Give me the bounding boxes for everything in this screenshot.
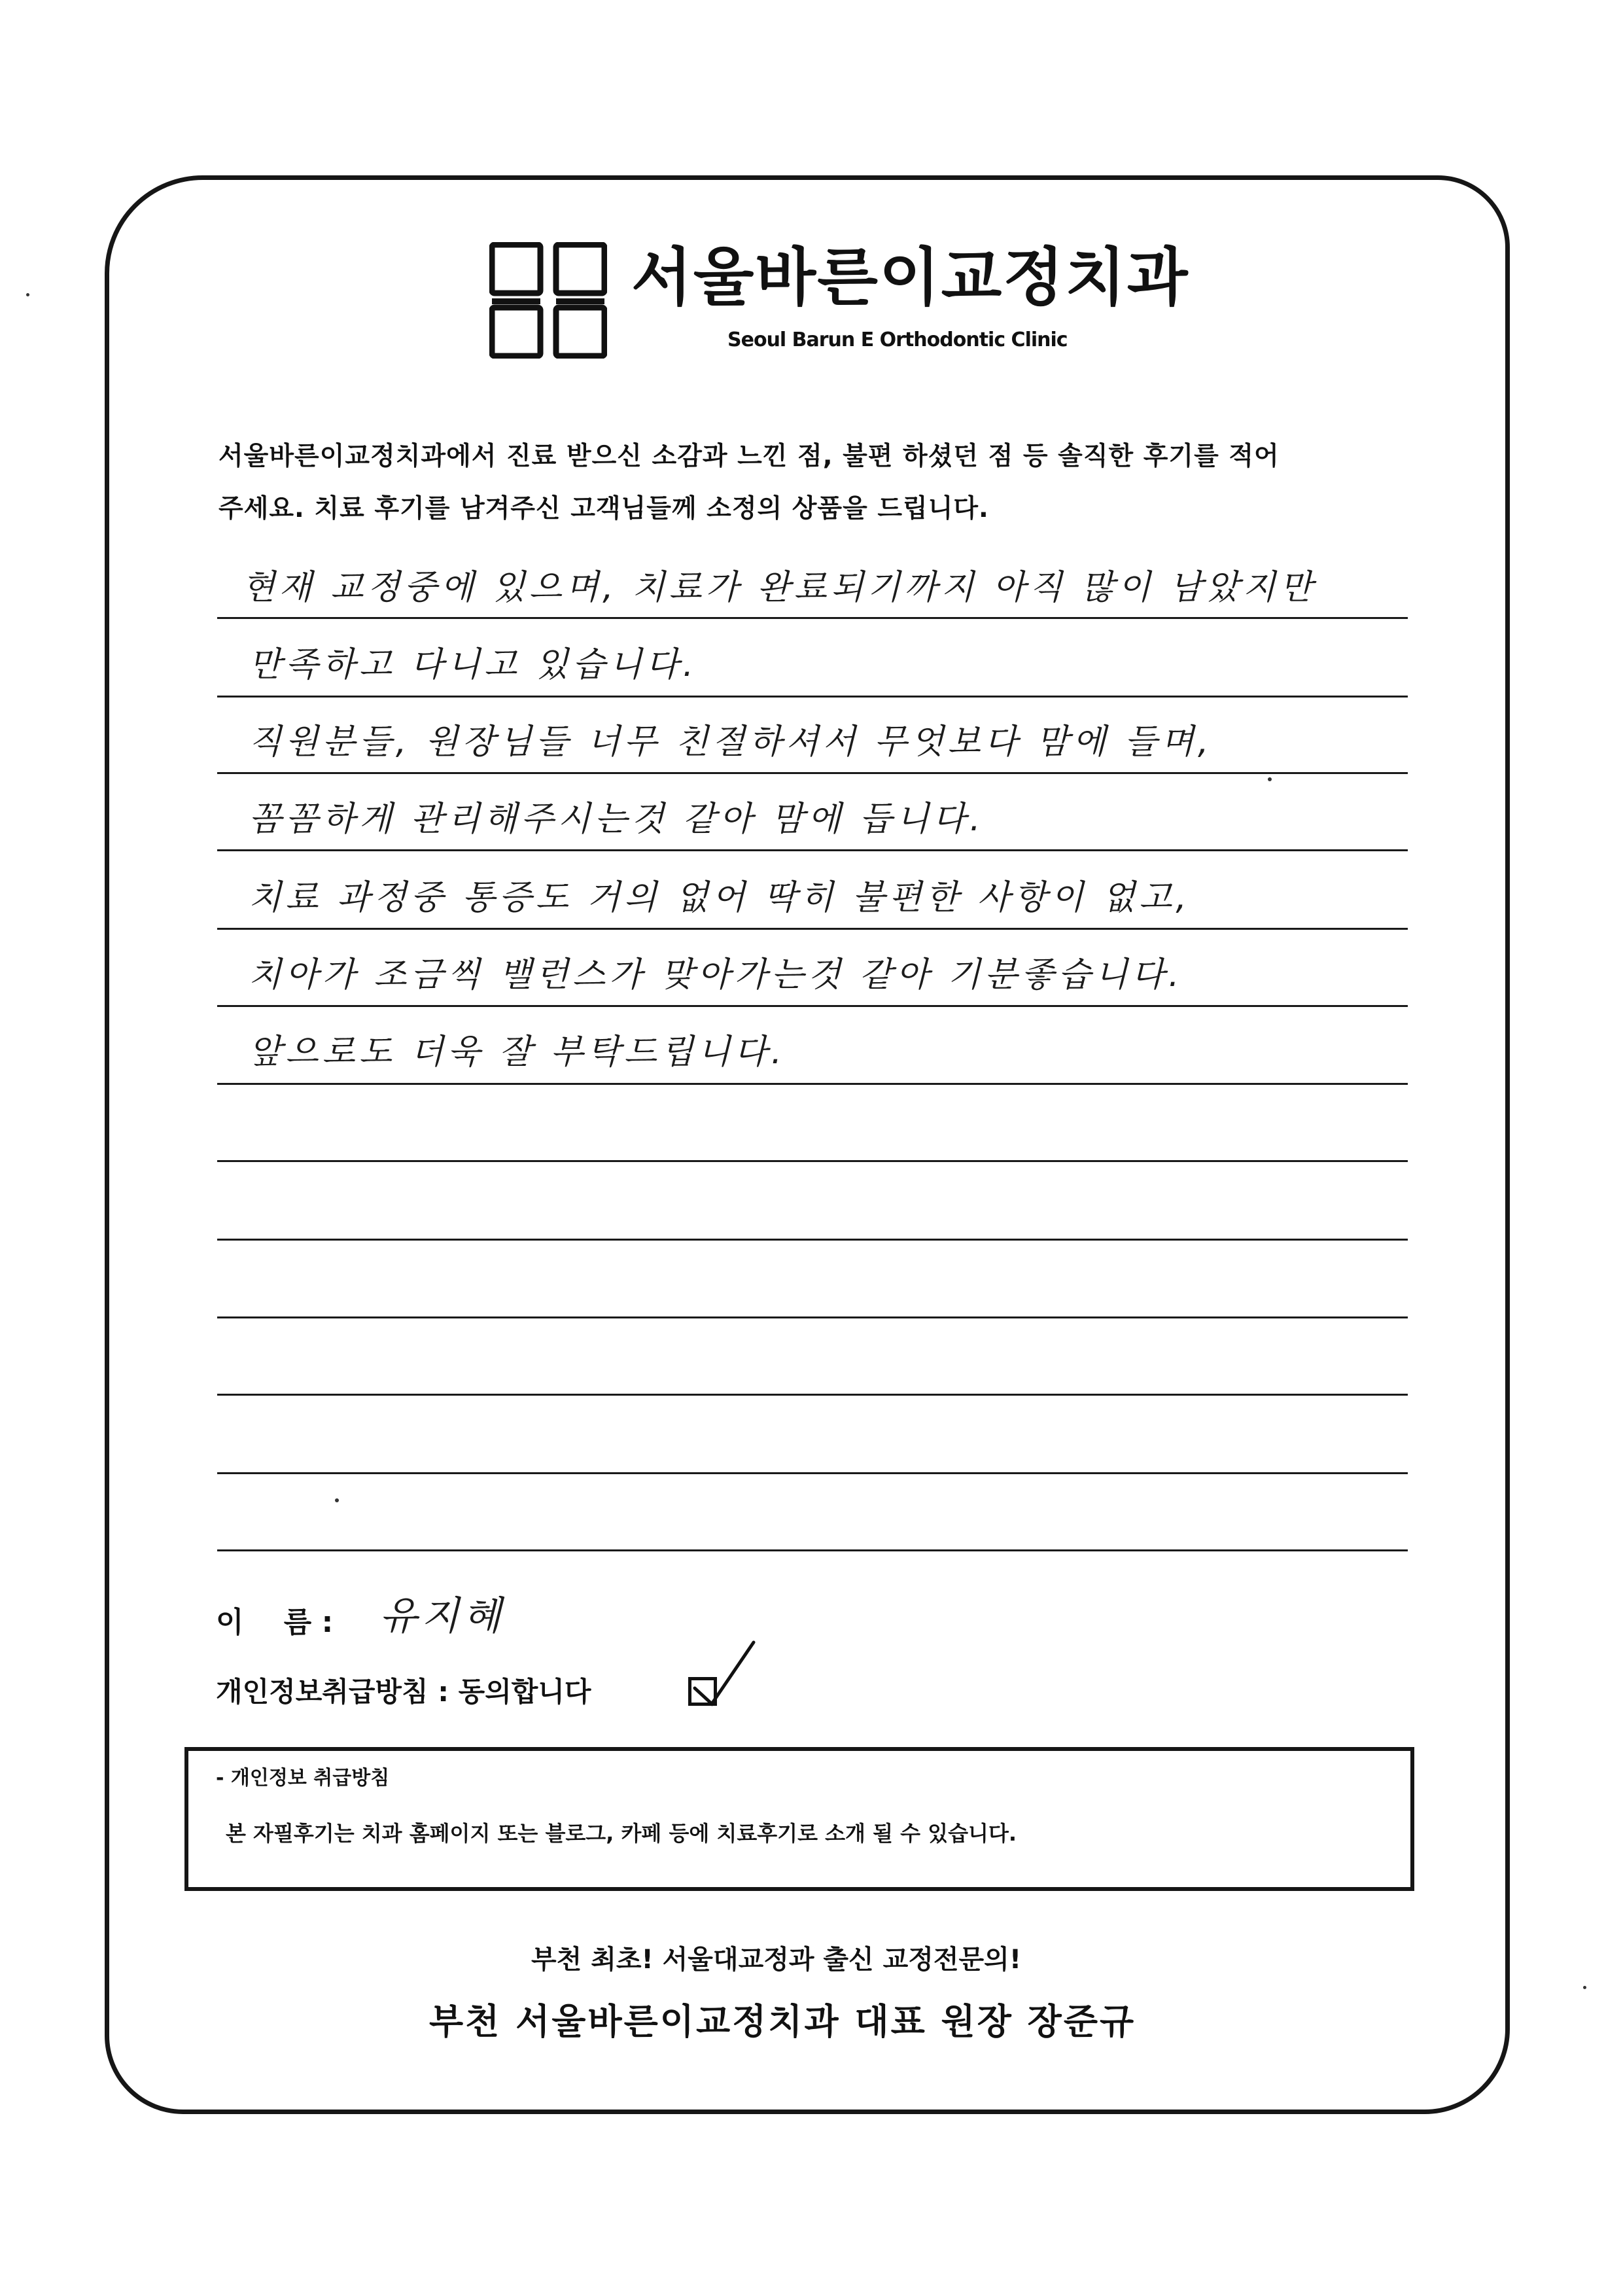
ruled-line	[217, 772, 1408, 774]
footer-director: 부천 서울바른이교정치과 대표 원장 장준규	[429, 2001, 1136, 2042]
instruction-line-1: 서울바른이교정치과에서 진료 받으신 소감과 느낀 점, 불편 하셨던 점 등 솔직한 후기를 적어	[218, 442, 1280, 471]
instruction-line-2: 주세요. 치료 후기를 남겨주신 고객님들께 소정의 상품을 드립니다.	[218, 494, 989, 523]
review-line-6: 치아가 조금씩 밸런스가 맞아가는것 같아 기분좋습니다.	[249, 955, 1183, 995]
review-line-2: 만족하고 다니고 있습니다.	[249, 645, 698, 684]
scan-speck	[26, 293, 29, 296]
ruled-line	[217, 1083, 1408, 1085]
ruled-line	[217, 696, 1408, 698]
review-line-1: 현재 교정중에 있으며, 치료가 완료되기까지 아직 많이 남았지만	[242, 568, 1317, 607]
clinic-name-english: Seoul Barun E Orthodontic Clinic	[727, 328, 1068, 351]
privacy-consent-label: 개인정보취급방침 : 동의합니다	[216, 1676, 591, 1708]
ruled-line	[217, 1160, 1408, 1162]
privacy-notice-title: - 개인정보 취급방침	[216, 1767, 390, 1790]
clinic-name: 서울바른이교정치과	[631, 241, 1189, 314]
scan-speck	[1268, 777, 1272, 781]
review-line-5: 치료 과정중 통증도 거의 없어 딱히 불편한 사항이 없고,	[249, 878, 1191, 917]
ruled-line	[217, 928, 1408, 930]
ruled-line	[217, 1549, 1408, 1551]
review-line-3: 직원분들, 원장님들 너무 친절하셔서 무엇보다 맘에 들며,	[249, 722, 1213, 762]
name-input[interactable]: 유지혜	[379, 1593, 505, 1639]
ruled-line	[217, 849, 1408, 851]
ruled-line	[217, 1316, 1408, 1318]
review-line-4: 꼼꼼하게 관리해주시는것 같아 맘에 듭니다.	[249, 800, 985, 839]
ruled-line	[217, 1472, 1408, 1474]
privacy-notice-body: 본 자필후기는 치과 홈페이지 또는 블로그, 카페 등에 치료후기로 소개 될 수 있습니다.	[226, 1821, 1017, 1846]
ruled-line	[217, 1239, 1408, 1241]
ruled-line	[217, 617, 1408, 619]
clinic-logo-icon	[489, 242, 607, 359]
ruled-line	[217, 1394, 1408, 1396]
ruled-line	[217, 1005, 1408, 1007]
name-label: 이 름 :	[216, 1606, 334, 1639]
review-line-7: 앞으로도 더욱 잘 부탁드립니다.	[249, 1033, 786, 1072]
scan-speck	[1583, 1986, 1586, 1989]
footer-tagline: 부천 최초! 서울대교정과 출신 교정전문의!	[531, 1945, 1022, 1975]
scan-speck	[335, 1498, 339, 1502]
checkmark-icon	[680, 1636, 759, 1714]
